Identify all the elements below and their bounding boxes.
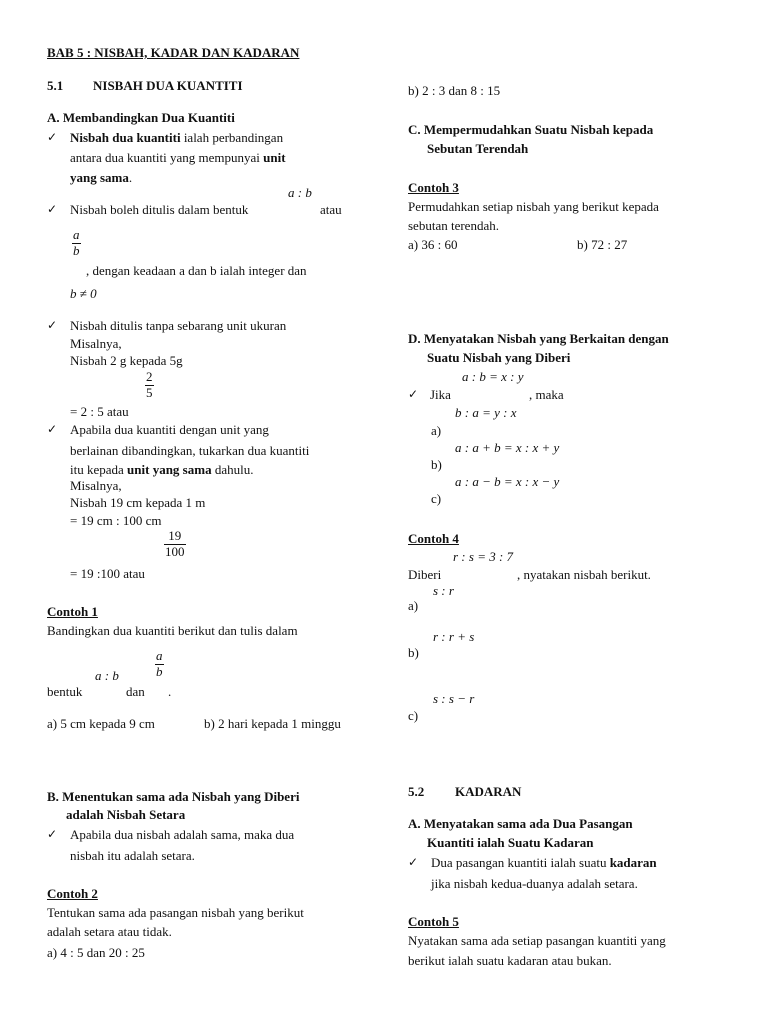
- check-icon: ✓: [47, 130, 58, 144]
- check-icon: ✓: [408, 387, 419, 401]
- fraction-a-over-b: a b: [73, 227, 80, 258]
- paragraph-kadaran-2: jika nisbah kedua-duanya adalah setara.: [431, 876, 638, 891]
- contoh-2-question-b: b) 2 : 3 dan 8 : 15: [408, 83, 501, 98]
- math-r-rps: r : r + s: [433, 629, 475, 644]
- paragraph-unit-berlainan-3: itu kepada unit yang sama dahulu.: [70, 462, 254, 477]
- contoh-3-label: Contoh 3: [408, 180, 459, 195]
- subsection-a-heading: A. Membandingkan Dua Kuantiti: [47, 110, 235, 125]
- example-2g-5g: Nisbah 2 g kepada 5g: [70, 353, 183, 368]
- step-19cm-100cm: = 19 cm : 100 cm: [70, 513, 162, 528]
- subsection-d-heading-line2: Suatu Nisbah yang Diberi: [427, 350, 571, 365]
- paragraph-kadaran-1: Dua pasangan kuantiti ialah suatu kadaran: [431, 855, 657, 870]
- math-a-apb: a : a + b = x : x + y: [455, 440, 560, 455]
- paragraph-setara-1: Apabila dua nisbah adalah sama, maka dua: [70, 827, 295, 842]
- label-c: c): [408, 708, 419, 723]
- subsection-c-heading: C. Mempermudahkan Suatu Nisbah kepada: [408, 122, 654, 137]
- contoh-2-label: Contoh 2: [47, 886, 98, 901]
- paragraph-nisbah-def-1: Nisbah dua kuantiti ialah perbandingan: [70, 130, 284, 145]
- chapter-title: BAB 5 : NISBAH, KADAR DAN KADARAN: [47, 45, 300, 60]
- math-s-smr: s : s − r: [433, 691, 475, 706]
- contoh-2-question-a: a) 4 : 5 dan 20 : 25: [47, 945, 145, 960]
- subsection-b-heading-line2: adalah Nisbah Setara: [66, 807, 186, 822]
- label-c: c): [431, 491, 442, 506]
- paragraph-integer: , dengan keadaan a dan b ialah integer dan: [86, 263, 307, 278]
- section-5-2-title: KADARAN: [455, 784, 522, 799]
- fraction-a-over-b: a b: [156, 648, 163, 679]
- paragraph-unit-berlainan-2: berlainan dibandingkan, tukarkan dua kuantiti: [70, 443, 310, 458]
- text-misalnya: Misalnya,: [70, 336, 122, 351]
- contoh-2-text-2: adalah setara atau tidak.: [47, 924, 172, 939]
- check-icon: ✓: [47, 422, 58, 436]
- contoh-3-question-a: a) 36 : 60: [408, 237, 458, 252]
- label-b: b): [408, 645, 419, 660]
- math-a-colon-b: a : b: [95, 668, 119, 683]
- math-b-a-y-x: b : a = y : x: [455, 405, 517, 420]
- text-diberi: Diberi: [408, 567, 442, 582]
- text-dot: .: [168, 684, 172, 699]
- paragraph-nisbah-def-3: yang sama.: [70, 170, 133, 185]
- contoh-1-text: Bandingkan dua kuantiti berikut dan tulis dalam: [47, 623, 298, 638]
- paragraph-nisbah-def-2: antara dua kuantiti yang mempunyai unit: [70, 150, 286, 165]
- text-bentuk: bentuk: [47, 684, 83, 699]
- result-2-5: = 2 : 5 atau: [70, 404, 129, 419]
- math-s-r: s : r: [433, 583, 454, 598]
- label-a: a): [431, 423, 442, 438]
- paragraph-tanpa-unit: Nisbah ditulis tanpa sebarang unit ukuran: [70, 318, 287, 333]
- contoh-5-text-1: Nyatakan sama ada setiap pasangan kuantiti yang: [408, 933, 666, 948]
- contoh-5-label: Contoh 5: [408, 914, 459, 929]
- math-a-b-x-y: a : b = x : y: [462, 369, 524, 384]
- check-icon: ✓: [47, 318, 58, 332]
- math-a-amb: a : a − b = x : x − y: [455, 474, 560, 489]
- paragraph-setara-2: nisbah itu adalah setara.: [70, 848, 195, 863]
- contoh-1-question-b: b) 2 hari kepada 1 minggu: [204, 716, 341, 731]
- contoh-3-question-b: b) 72 : 27: [577, 237, 628, 252]
- section-5-1-number: 5.1: [47, 78, 64, 93]
- section-5-1-title: NISBAH DUA KUANTITI: [93, 78, 243, 93]
- check-icon: ✓: [408, 855, 419, 869]
- kadaran-a-heading: A. Menyatakan sama ada Dua Pasangan: [408, 816, 633, 831]
- paragraph-bentuk: Nisbah boleh ditulis dalam bentuk: [70, 202, 249, 217]
- fraction-19-over-100: 19 100: [165, 528, 185, 559]
- subsection-c-heading-line2: Sebutan Terendah: [427, 141, 529, 156]
- word-atau: atau: [320, 202, 342, 217]
- math-r-s-3-7: r : s = 3 : 7: [453, 549, 514, 564]
- text-maka: , maka: [529, 387, 564, 402]
- fraction-2-over-5: 2 5: [146, 369, 153, 400]
- contoh-1-label: Contoh 1: [47, 604, 98, 619]
- contoh-1-question-a: a) 5 cm kepada 9 cm: [47, 716, 155, 731]
- label-b: b): [431, 457, 442, 472]
- text-misalnya: Misalnya,: [70, 478, 122, 493]
- contoh-3-text-1: Permudahkan setiap nisbah yang berikut kepada: [408, 199, 659, 214]
- result-19-100: = 19 :100 atau: [70, 566, 145, 581]
- kadaran-a-heading-line2: Kuantiti ialah Suatu Kadaran: [427, 835, 594, 850]
- check-icon: ✓: [47, 827, 58, 841]
- paragraph-unit-berlainan-1: Apabila dua kuantiti dengan unit yang: [70, 422, 269, 437]
- math-a-colon-b: a : b: [288, 185, 312, 200]
- subsection-d-heading: D. Menyatakan Nisbah yang Berkaitan dengan: [408, 331, 669, 346]
- text-dan: dan: [126, 684, 145, 699]
- check-icon: ✓: [47, 202, 58, 216]
- example-19cm-1m: Nisbah 19 cm kepada 1 m: [70, 495, 206, 510]
- text-jika: Jika: [430, 387, 451, 402]
- contoh-4-label: Contoh 4: [408, 531, 459, 546]
- label-a: a): [408, 598, 419, 613]
- math-b-not-zero: b ≠ 0: [70, 286, 97, 301]
- section-5-2-number: 5.2: [408, 784, 425, 799]
- subsection-b-heading: B. Menentukan sama ada Nisbah yang Diberi: [47, 789, 300, 804]
- contoh-4-text: , nyatakan nisbah berikut.: [517, 567, 651, 582]
- contoh-3-text-2: sebutan terendah.: [408, 218, 499, 233]
- contoh-5-text-2: berikut ialah suatu kadaran atau bukan.: [408, 953, 612, 968]
- contoh-2-text-1: Tentukan sama ada pasangan nisbah yang berikut: [47, 905, 304, 920]
